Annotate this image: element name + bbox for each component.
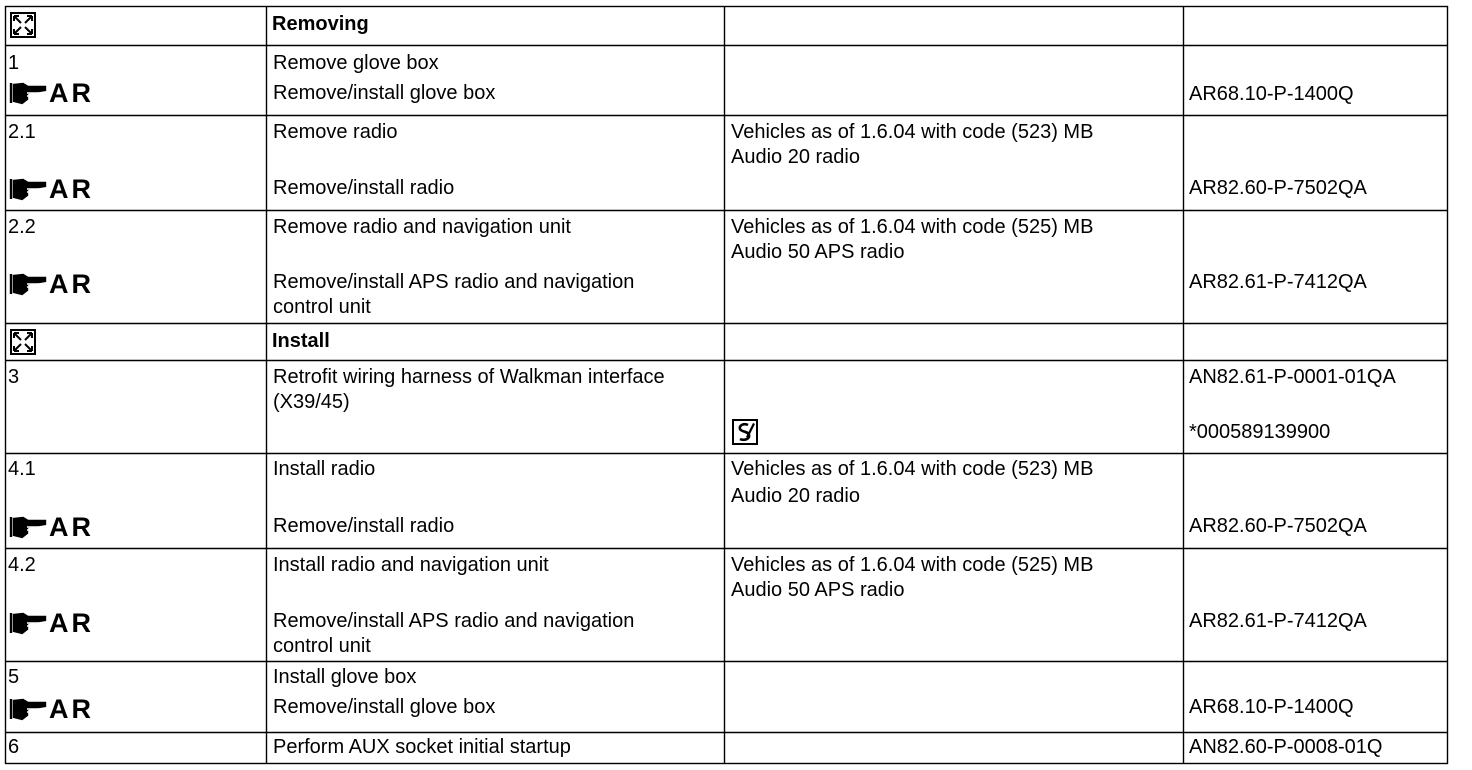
step-number: 2.2 xyxy=(8,216,36,238)
pointing-hand-icon xyxy=(9,697,47,721)
step-title: Remove radio xyxy=(273,121,398,143)
step-number: 2.1 xyxy=(8,121,36,143)
ar-reference-icon xyxy=(9,696,94,722)
reference-text[interactable]: control unit xyxy=(273,296,371,318)
condition-line: Vehicles as of 1.6.04 with code (525) MB xyxy=(731,216,1094,238)
step-title: Retrofit wiring harness of Walkman interface xyxy=(273,366,665,388)
condition-line: Audio 20 radio xyxy=(731,485,860,507)
step-title: Install glove box xyxy=(273,666,417,688)
reference-text[interactable]: Remove/install APS radio and navigation xyxy=(273,271,635,293)
pointing-hand-icon xyxy=(9,177,47,201)
expand-arrows-icon xyxy=(10,12,36,38)
pointing-hand-icon xyxy=(9,515,47,539)
special-tool-icon[interactable] xyxy=(732,419,758,445)
section-title-install: Install xyxy=(272,330,330,352)
pointing-hand-icon xyxy=(9,611,47,635)
step-number: 4.1 xyxy=(8,458,36,480)
ar-label: AR xyxy=(49,608,94,638)
reference-code[interactable]: AR82.60-P-7502QA xyxy=(1189,515,1367,537)
reference-code[interactable]: AR82.61-P-7412QA xyxy=(1189,610,1367,632)
ar-label: AR xyxy=(49,174,94,204)
ar-label: AR xyxy=(49,512,94,542)
condition-line: Vehicles as of 1.6.04 with code (525) MB xyxy=(731,554,1094,576)
step-number: 5 xyxy=(8,666,20,688)
reference-text[interactable]: Remove/install APS radio and navigation xyxy=(273,610,635,632)
reference-code[interactable]: AN82.61-P-0001-01QA xyxy=(1189,366,1396,388)
step-title: Remove radio and navigation unit xyxy=(273,216,571,238)
reference-code[interactable]: AR82.61-P-7412QA xyxy=(1189,271,1367,293)
reference-code[interactable]: AR82.60-P-7502QA xyxy=(1189,177,1367,199)
step-number: 1 xyxy=(8,52,20,74)
reference-code[interactable]: AR68.10-P-1400Q xyxy=(1189,696,1354,718)
reference-text[interactable]: Remove/install glove box xyxy=(273,696,496,718)
step-title: (X39/45) xyxy=(273,391,350,413)
reference-text[interactable]: control unit xyxy=(273,635,371,657)
condition-line: Audio 20 radio xyxy=(731,146,860,168)
ar-reference-icon xyxy=(9,271,94,297)
ar-reference-icon xyxy=(9,80,94,106)
step-title: Install radio xyxy=(273,458,376,480)
reference-code[interactable]: AR68.10-P-1400Q xyxy=(1189,83,1354,105)
section-title-removing: Removing xyxy=(272,13,369,35)
reference-code[interactable]: AN82.60-P-0008-01Q xyxy=(1189,736,1383,758)
step-number: 4.2 xyxy=(8,554,36,576)
special-tool-part-number[interactable]: *000589139900 xyxy=(1189,421,1331,443)
ar-reference-icon xyxy=(9,610,94,636)
reference-text[interactable]: Remove/install glove box xyxy=(273,82,496,104)
pointing-hand-icon xyxy=(9,81,47,105)
condition-line: Vehicles as of 1.6.04 with code (523) MB xyxy=(731,458,1094,480)
reference-text[interactable]: Remove/install radio xyxy=(273,177,455,199)
step-title: Remove glove box xyxy=(273,52,439,74)
condition-line: Audio 50 APS radio xyxy=(731,241,905,263)
reference-text[interactable]: Remove/install radio xyxy=(273,515,455,537)
condition-line: Vehicles as of 1.6.04 with code (523) MB xyxy=(731,121,1094,143)
pointing-hand-icon xyxy=(9,272,47,296)
step-title: Perform AUX socket initial startup xyxy=(273,736,571,758)
ar-reference-icon xyxy=(9,514,94,540)
step-number: 6 xyxy=(8,736,20,758)
condition-line: Audio 50 APS radio xyxy=(731,579,905,601)
expand-arrows-icon xyxy=(10,329,36,355)
ar-reference-icon xyxy=(9,176,94,202)
ar-label: AR xyxy=(49,694,94,724)
ar-label: AR xyxy=(49,269,94,299)
ar-label: AR xyxy=(49,78,94,108)
step-title: Install radio and navigation unit xyxy=(273,554,549,576)
step-number: 3 xyxy=(8,366,20,388)
